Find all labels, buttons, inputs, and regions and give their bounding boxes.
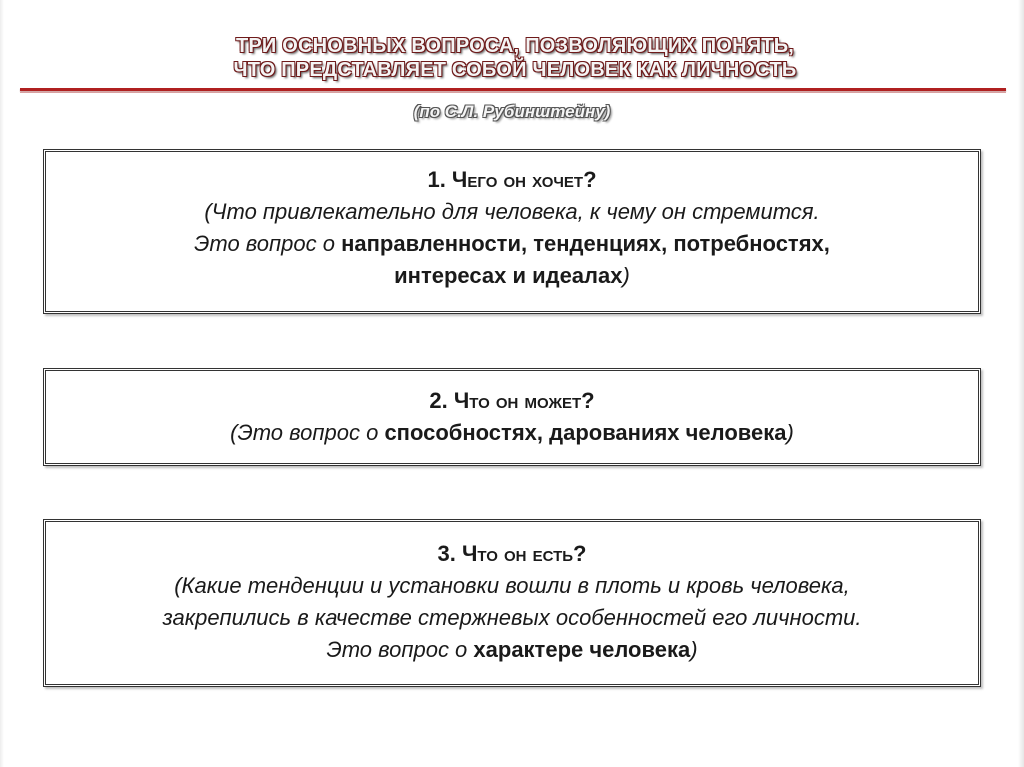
box2-line-1 [46, 417, 978, 449]
box3-line-3 [46, 634, 978, 666]
box1-line-3-bold: интересах и идеалах [394, 263, 623, 288]
question-heading-2: 2. Что он может? [429, 388, 595, 413]
box3-line-3-prefix: Это вопрос о [326, 637, 474, 662]
question-box-1 [43, 149, 981, 314]
box1-line-2-bold: направленности, тенденциях, потребностях, [341, 231, 830, 256]
box3-line-3-bold: характере человека [473, 637, 691, 662]
box1-line-2-prefix: Это вопрос о [194, 231, 342, 256]
box2-line-1-bold: способностях, дарованиях человека [384, 420, 787, 445]
box3-line-2: закрепились в качестве стержневых особенностей его личности. [162, 605, 862, 630]
box2-line-1-suffix: ) [786, 420, 794, 445]
slide-subtitle: (по С.Л. Рубинштейну) [413, 102, 611, 121]
box3-line-1: (Какие тенденции и установки вошли в плоть и кровь человека, [174, 573, 850, 598]
box3-line-3-suffix: ) [690, 637, 698, 662]
question-box-3 [43, 519, 981, 687]
question-box-2 [43, 368, 981, 466]
question-heading-3: 3. Что он есть? [437, 541, 587, 566]
question-heading-1: 1. Чего он хочет? [427, 167, 597, 192]
title-underline-shadow [20, 92, 1006, 93]
box1-line-1: (Что привлекательно для человека, к чему он стремится. [204, 199, 820, 224]
title-underline [20, 88, 1006, 91]
slide-edge-left [0, 0, 4, 767]
box1-line-3-suffix: ) [622, 263, 630, 288]
slide-title [120, 34, 910, 82]
box1-line-3 [46, 260, 978, 292]
title-line-2: ЧТО ПРЕДСТАВЛЯЕТ СОБОЙ ЧЕЛОВЕК КАК ЛИЧНОСТЬ [233, 59, 797, 81]
box2-line-1-prefix: (Это вопрос о [230, 420, 385, 445]
box1-line-2 [46, 228, 978, 260]
title-line-1: ТРИ ОСНОВНЫХ ВОПРОСА, ПОЗВОЛЯЮЩИХ ПОНЯТЬ, [235, 35, 795, 57]
slide-edge-right [1018, 0, 1024, 767]
